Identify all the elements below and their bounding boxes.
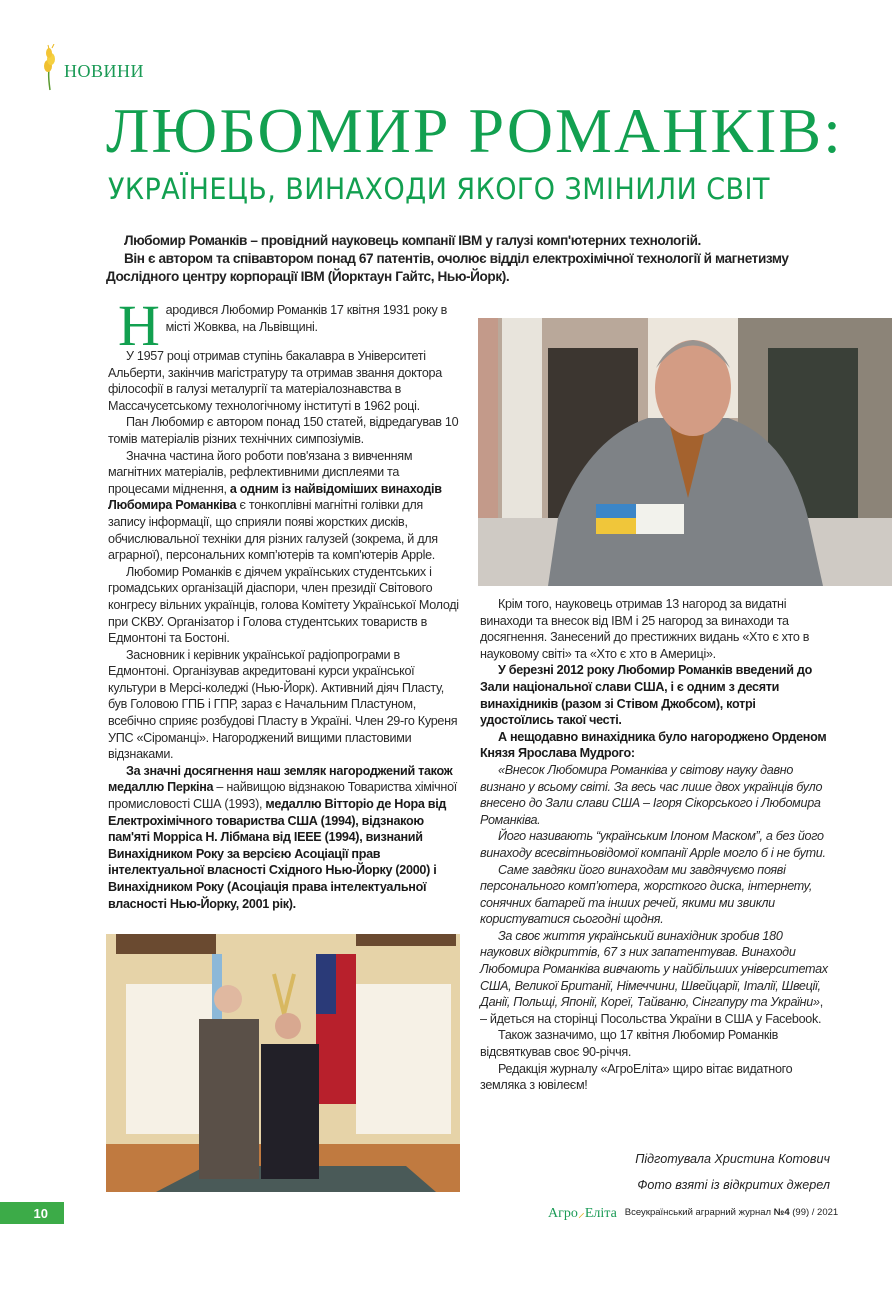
footer	[548, 1203, 838, 1222]
publication-info: Всеукраїнський аграрний журнал №4 (99) / 2021	[624, 1207, 839, 1218]
byline	[635, 1146, 830, 1198]
logo-mark-icon: ⸝	[577, 1206, 585, 1221]
article-subtitle: УКРАЇНЕЦЬ, ВИНАХОДИ ЯКОГО ЗМІНИЛИ СВІТ	[108, 172, 770, 206]
quote-3: Саме завдяки його винаходам ми завдячуємо появі персонального комп’ютера, жорсткого диска, інтернету, сонячних батарей та інших речей, якими ми звикли користуватися сьогодні щодня.	[480, 862, 813, 927]
quote-1: «Внесок Любомира Романківа у світову науку давно визнано у всьому світі. За весь час лише двох українців було внесено до Зали слави США – Ігоря Сікорського і Любомира Романківа.	[480, 762, 823, 827]
paragraph-intro: Народився Любомир Романків 17 квітня 1931 року в місті Жовква, на Львівщині.	[118, 293, 448, 358]
left-column	[108, 293, 460, 912]
page-number: 10	[0, 1202, 64, 1224]
lead-line-2: Він є автором та співавтором понад 67 патентів, очолює відділ електрохімічної технології й магнетизму Дослідного центру корпорації IBM (Йорктаун Гайтс, Нью-Йорк).	[106, 251, 789, 284]
paragraph-congrats: Редакція журналу «АгроЕліта» щиро вітає видатного земляка з ювілеєм!	[480, 1061, 793, 1093]
wheat-icon	[40, 44, 60, 92]
paragraph-order: А нещодавно винахідника було нагороджено Орденом Князя Ярослава Мудрого:	[480, 729, 827, 761]
paragraph-birthday: Також зазначимо, що 17 квітня Любомир Романків відсвяткував своє 90-річчя.	[480, 1028, 778, 1060]
magazine-logo: Агро⸝Еліта	[548, 1206, 617, 1221]
photo-award-ceremony	[106, 934, 460, 1192]
section-label: НОВИНИ	[64, 60, 145, 81]
drop-cap: Н	[118, 293, 160, 358]
paragraph-diaspora: Любомир Романків є діячем українських студентських і громадських організацій діаспори, член президії Світового конгресу вільних українців, голова Комітету Української Молоді при СКВУ. Організатор і Голова студентських товариств в Едмонтоні та Бостоні.	[108, 564, 459, 646]
paragraph-plast: Засновник і керівник української радіопрограми в Едмонтоні. Організував акредитовані курси української культури в Мерсі-коледжі (Нью-Йорк). Активний діяч Пласту, був Головою ГПБ і ГПР, зараз є Начальним Пластуном, всебічно сприяє розбудові Пласту в Україні. Член 29-го Куреня УПС «Сіроманці». Нагороджений вищими пластовими відзнаками.	[108, 647, 458, 762]
photo-credit: Фото взяті із відкритих джерел	[637, 1178, 830, 1192]
article-title: ЛЮБОМИР РОМАНКІВ:	[106, 95, 843, 166]
paragraph-hall-of-fame: У березні 2012 року Любомир Романків введений до Зали національної слави США, і є одним з десяти винахідників (разом зі Стівом Джобсом), котрі удостоїлись такої честі.	[480, 663, 812, 728]
author-credit: Підготувала Христина Котович	[635, 1152, 830, 1166]
paragraph-education: У 1957 році отримав ступінь бакалавра в Університеті Альберти, закінчив магістратуру та отримав звання доктора філософії в галузі металургії та матеріалознавства в Массачусетському технологічному інституті в 1962 році.	[108, 349, 442, 413]
paragraph-ibm-awards: Крім того, науковець отримав 13 нагород за видатні винаходи та внесок від IBM і 25 нагород за винаходи та досягнення. Занесений до престижних видань «Хто є хто в науковому світі» та «Хто є хто в Америці».	[480, 597, 810, 661]
right-column	[480, 596, 832, 1094]
paragraph-awards: За значні досягнення наш земляк нагороджений також медаллю Перкіна – найвищою відзнакою Товариства хімічної промисловості США (1993), медаллю Вітторіо де Нора від Електрохімічного товариства США (1994), відзнакою пам'яті Морріса Н. Лібмана від IEEE (1994), визнаний Винахідником Року за версією Асоціації прав інтелектуальної власності Східного Нью-Йорку (2000) і Винахідником Року (Асоціація права інтелектуальної власності Нью-Йорку, 2001 рік).	[108, 763, 457, 911]
paragraph-publications: Пан Любомир є автором понад 150 статей, відредагував 10 томів матеріалів різних технічних симпозіумів.	[108, 415, 459, 446]
quote-4: За своє життя український винахідник зробив 180 наукових відкриттів, 67 з них запатентував. Винаходи Любомира Романківа вивчають у найбільших університетах США, Великої Британії, Німеччини, Швейцарії, Італії, Швеції, Данії, Польщі, Японії, Кореї, Тайваню, Сінгапуру та України», – йдеться на сторінці Посольства України в США у Facebook.	[480, 928, 828, 1026]
paragraph-work: Значна частина його роботи пов'язана з вивченням магнітних матеріалів, рефлективними дисплеями та процесами міднення, а одним із найвідоміших винаходів Любомира Романківа є тонкоплівні магнітні голівки для запису інформації, що сприяли появі жорстких дисків, обчислювальної техніки для різних галузей (зокрема, й для аграрної), персональних комп’ютерів та комп'ютерів Apple.	[108, 448, 442, 563]
lead-line-1: Любомир Романків – провідний науковець компанії IBM у галузі комп'ютерних технологій.	[124, 233, 701, 248]
quote-2: Його називають “українським Ілоном Маском”, а без його винаходу всесвітньовідомої компанії Apple могло б і не бути.	[480, 829, 826, 860]
section-tag	[40, 44, 144, 92]
photo-romankiv	[478, 318, 892, 586]
article-lead	[106, 232, 830, 286]
